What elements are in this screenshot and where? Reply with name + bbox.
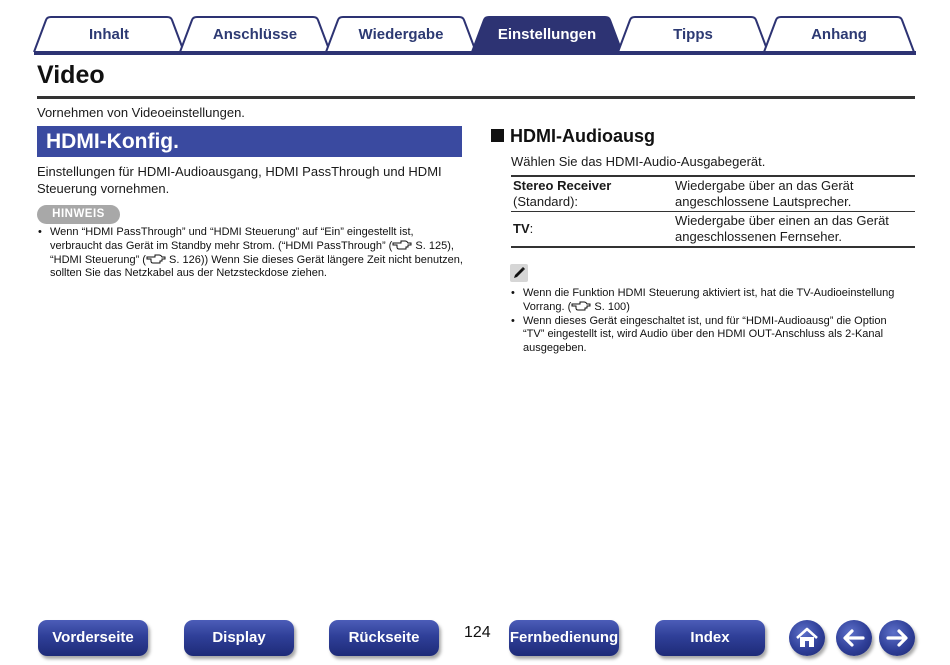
- pencil-notes: [511, 287, 911, 356]
- page-title: Video: [37, 61, 105, 89]
- option-key: [511, 176, 675, 212]
- tab-label: Einstellungen: [497, 26, 597, 43]
- vorderseite-button[interactable]: [38, 620, 148, 656]
- note-text: ), “HDMI Steuerung” (: [50, 239, 454, 266]
- note-text: Wenn die Funktion HDMI Steuerung aktiviert ist, hat die TV-Audioeinstellung Vorrang. (: [523, 287, 895, 313]
- hinweis-badge: HINWEIS: [37, 205, 120, 224]
- button-label: Rückseite: [348, 629, 420, 646]
- tab-anhang[interactable]: [764, 17, 914, 52]
- option-name: Stereo Receiver: [513, 178, 612, 193]
- option-name: TV: [513, 221, 530, 236]
- option-value: Wiedergabe über einen an das Gerät angeschlossenen Fernseher.: [675, 213, 889, 244]
- tab-label: Tipps: [673, 26, 713, 43]
- home-button[interactable]: [789, 620, 825, 656]
- tab-inhalt[interactable]: [34, 17, 184, 52]
- tab-wiedergabe[interactable]: [326, 17, 476, 52]
- square-bullet-icon: [491, 129, 504, 142]
- tab-label: Wiedergabe: [358, 26, 444, 43]
- list-item: [511, 315, 911, 356]
- tab-underline: [34, 51, 916, 55]
- button-label: Index: [690, 629, 730, 646]
- list-item: [511, 287, 911, 315]
- page-reference-text: S. 126: [169, 253, 201, 266]
- sub-heading-text: HDMI-Audioausg: [510, 126, 655, 146]
- rueckseite-button[interactable]: [329, 620, 439, 656]
- fernbedienung-button[interactable]: [509, 620, 619, 656]
- section-description: Einstellungen für HDMI-Audioausgang, HDMI PassThrough und HDMI Steuerung vornehmen.: [37, 164, 442, 196]
- note-text: )) Wenn Sie dieses Gerät längere Zeit nicht benutzen, sollten Sie das Netzkabel aus der Netzsteckdose ziehen.: [50, 253, 463, 280]
- display-button[interactable]: [184, 620, 294, 656]
- pointing-hand-icon: [571, 301, 591, 311]
- page-reference-link[interactable]: [571, 301, 626, 313]
- tab-anschluesse[interactable]: [180, 17, 330, 52]
- section-heading-hdmi-konfig: HDMI-Konfig.: [37, 126, 462, 157]
- table-row: [511, 176, 915, 212]
- note-text: ): [626, 300, 630, 313]
- list-item: [38, 226, 466, 281]
- page-reference-text: S. 125: [415, 239, 448, 252]
- hinweis-notes: [38, 226, 466, 281]
- button-label: Fernbedienung: [509, 629, 619, 646]
- button-label: Vorderseite: [52, 629, 134, 646]
- chapter-tabs: [34, 17, 916, 55]
- option-suffix: :: [529, 221, 534, 236]
- note-text: Wenn dieses Gerät eingeschaltet ist, und für “HDMI-Audioausg” die Option “TV” eingestellt ist, wird Audio über den HDMI OUT-Anschluss als 2-Kanal ausgegeben.: [523, 314, 887, 355]
- options-table: [511, 175, 915, 248]
- note-text: Wenn “HDMI PassThrough” und “HDMI Steuerung” auf “Ein” eingestellt ist, verbraucht das Gerät im Standby mehr Strom. (“HDMI PassThrough” (: [50, 226, 414, 252]
- tab-tipps[interactable]: [618, 17, 768, 52]
- page-reference-text: S. 100: [594, 300, 627, 313]
- sub-description: Wählen Sie das HDMI-Audio-Ausgabegerät.: [511, 154, 766, 169]
- back-button[interactable]: [836, 620, 872, 656]
- page-reference-link[interactable]: [392, 240, 447, 252]
- home-icon: [789, 620, 825, 656]
- pencil-icon: [510, 264, 528, 282]
- option-suffix: (Standard):: [513, 194, 579, 209]
- option-key: [511, 212, 675, 248]
- page-number: 124: [464, 624, 491, 641]
- sub-heading-hdmi-audioausg: [491, 126, 655, 146]
- back-arrow-icon: [836, 620, 872, 656]
- tab-einstellungen[interactable]: [472, 17, 622, 52]
- button-label: Display: [212, 629, 266, 646]
- title-divider: [37, 96, 915, 99]
- option-value: Wiedergabe über an das Gerät angeschlossene Lautsprecher.: [675, 178, 854, 209]
- page-reference-link[interactable]: [146, 254, 201, 266]
- index-button[interactable]: [655, 620, 765, 656]
- tab-label: Anhang: [811, 26, 867, 43]
- pointing-hand-icon: [392, 240, 412, 250]
- pencil-note-icon: [510, 264, 528, 282]
- page-intro: Vornehmen von Videoeinstellungen.: [37, 105, 245, 120]
- forward-button[interactable]: [879, 620, 915, 656]
- pointing-hand-icon: [146, 254, 166, 264]
- tab-label: Anschlüsse: [212, 26, 298, 43]
- table-row: [511, 212, 915, 248]
- forward-arrow-icon: [879, 620, 915, 656]
- tab-label: Inhalt: [89, 26, 129, 43]
